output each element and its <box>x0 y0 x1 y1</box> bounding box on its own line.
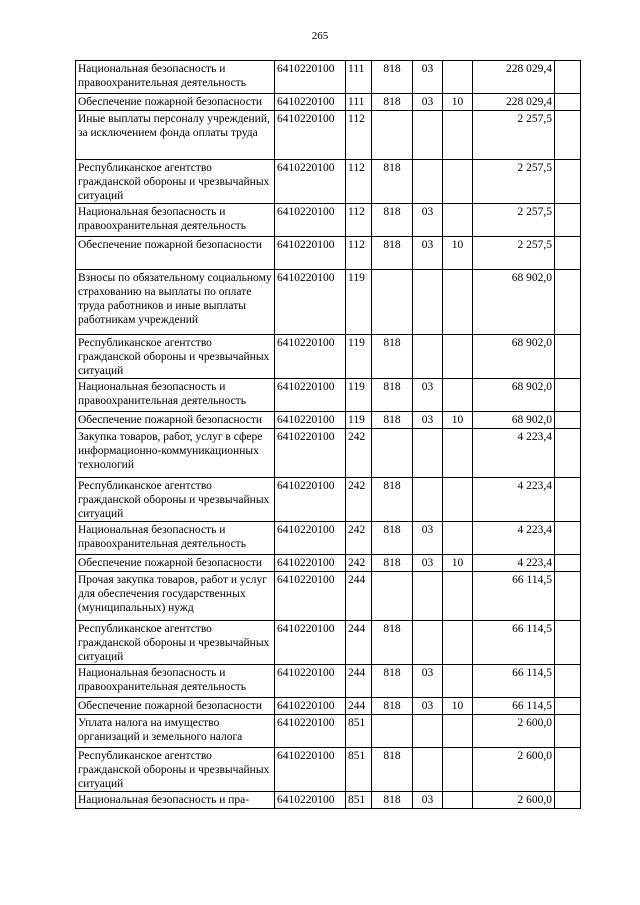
cell-name: Национальная безопасность и пра- <box>76 792 275 809</box>
cell-department <box>372 715 413 748</box>
table-row <box>76 204 581 237</box>
cell-subsection <box>443 111 473 160</box>
cell-section <box>413 715 443 748</box>
cell-name: Обеспечение пожарной безопасности <box>76 412 275 429</box>
cell-expense-type: 111 <box>346 94 372 111</box>
cell-expense-type: 242 <box>346 429 372 478</box>
cell-expense-type: 244 <box>346 621 372 665</box>
cell-amount: 4 223,4 <box>473 478 555 522</box>
table-row <box>76 478 581 522</box>
cell-name: Обеспечение пожарной безопасности <box>76 237 275 270</box>
cell-empty <box>555 621 581 665</box>
cell-target-article: 6410220100 <box>275 270 346 335</box>
cell-amount: 2 257,5 <box>473 204 555 237</box>
cell-target-article: 6410220100 <box>275 555 346 572</box>
cell-target-article: 6410220100 <box>275 698 346 715</box>
cell-empty <box>555 270 581 335</box>
cell-expense-type: 112 <box>346 111 372 160</box>
cell-empty <box>555 335 581 379</box>
cell-target-article: 6410220100 <box>275 792 346 809</box>
cell-section <box>413 429 443 478</box>
table-row <box>76 94 581 111</box>
cell-target-article: 6410220100 <box>275 429 346 478</box>
cell-name: Закупка товаров, работ, услуг в сфере информационно-коммуникационных технологий <box>76 429 275 478</box>
table-row <box>76 111 581 160</box>
cell-empty <box>555 429 581 478</box>
cell-target-article: 6410220100 <box>275 204 346 237</box>
cell-empty <box>555 204 581 237</box>
table-row <box>76 412 581 429</box>
cell-name: Иные выплаты персоналу учреждений, за исключением фонда оплаты труда <box>76 111 275 160</box>
table-row <box>76 621 581 665</box>
cell-amount: 2 600,0 <box>473 715 555 748</box>
cell-department: 818 <box>372 478 413 522</box>
cell-empty <box>555 748 581 792</box>
table-row <box>76 335 581 379</box>
cell-expense-type: 244 <box>346 665 372 698</box>
cell-subsection: 10 <box>443 698 473 715</box>
cell-subsection <box>443 429 473 478</box>
table-row <box>76 572 581 621</box>
cell-expense-type: 112 <box>346 160 372 204</box>
cell-subsection <box>443 748 473 792</box>
cell-name: Уплата налога на имущество организаций и земельного налога <box>76 715 275 748</box>
cell-subsection: 10 <box>443 237 473 270</box>
cell-target-article: 6410220100 <box>275 111 346 160</box>
cell-amount: 2 600,0 <box>473 792 555 809</box>
cell-amount: 2 257,5 <box>473 237 555 270</box>
cell-name: Обеспечение пожарной безопасности <box>76 94 275 111</box>
cell-amount: 2 257,5 <box>473 160 555 204</box>
cell-amount: 66 114,5 <box>473 572 555 621</box>
cell-amount: 2 257,5 <box>473 111 555 160</box>
cell-department: 818 <box>372 555 413 572</box>
cell-target-article: 6410220100 <box>275 335 346 379</box>
cell-expense-type: 119 <box>346 270 372 335</box>
cell-section: 03 <box>413 555 443 572</box>
cell-department: 818 <box>372 335 413 379</box>
cell-empty <box>555 715 581 748</box>
cell-expense-type: 112 <box>346 204 372 237</box>
cell-target-article: 6410220100 <box>275 478 346 522</box>
cell-expense-type: 244 <box>346 572 372 621</box>
cell-empty <box>555 94 581 111</box>
cell-target-article: 6410220100 <box>275 237 346 270</box>
cell-subsection <box>443 379 473 412</box>
table-row <box>76 698 581 715</box>
cell-section: 03 <box>413 665 443 698</box>
cell-department: 818 <box>372 792 413 809</box>
cell-department: 818 <box>372 94 413 111</box>
cell-department <box>372 429 413 478</box>
cell-section <box>413 572 443 621</box>
cell-target-article: 6410220100 <box>275 61 346 94</box>
cell-empty <box>555 572 581 621</box>
cell-empty <box>555 237 581 270</box>
cell-section: 03 <box>413 61 443 94</box>
cell-empty <box>555 522 581 555</box>
cell-target-article: 6410220100 <box>275 572 346 621</box>
cell-amount: 4 223,4 <box>473 522 555 555</box>
cell-section: 03 <box>413 522 443 555</box>
cell-subsection: 10 <box>443 94 473 111</box>
cell-expense-type: 242 <box>346 555 372 572</box>
cell-subsection <box>443 270 473 335</box>
cell-target-article: 6410220100 <box>275 748 346 792</box>
cell-subsection: 10 <box>443 412 473 429</box>
cell-section <box>413 478 443 522</box>
cell-name: Прочая закупка товаров, работ и услуг для обеспечения государственных (муниципальных) нужд <box>76 572 275 621</box>
page-number: 265 <box>311 30 329 42</box>
cell-empty <box>555 665 581 698</box>
cell-subsection <box>443 572 473 621</box>
cell-department: 818 <box>372 160 413 204</box>
budget-table <box>75 60 581 809</box>
cell-section <box>413 621 443 665</box>
cell-section: 03 <box>413 379 443 412</box>
cell-subsection <box>443 335 473 379</box>
cell-section <box>413 111 443 160</box>
cell-empty <box>555 160 581 204</box>
cell-section <box>413 748 443 792</box>
cell-name: Республиканское агентство гражданской обороны и чрезвычайных ситуаций <box>76 621 275 665</box>
cell-amount: 66 114,5 <box>473 698 555 715</box>
cell-expense-type: 119 <box>346 335 372 379</box>
cell-amount: 2 600,0 <box>473 748 555 792</box>
table-row <box>76 429 581 478</box>
cell-section: 03 <box>413 698 443 715</box>
cell-empty <box>555 111 581 160</box>
cell-name: Национальная безопасность и правоохранительная деятельность <box>76 665 275 698</box>
cell-department <box>372 270 413 335</box>
cell-name: Обеспечение пожарной безопасности <box>76 698 275 715</box>
cell-department: 818 <box>372 237 413 270</box>
cell-empty <box>555 555 581 572</box>
cell-subsection <box>443 665 473 698</box>
cell-subsection: 10 <box>443 555 473 572</box>
cell-department: 818 <box>372 748 413 792</box>
table-row <box>76 270 581 335</box>
cell-subsection <box>443 522 473 555</box>
cell-empty <box>555 412 581 429</box>
cell-expense-type: 242 <box>346 522 372 555</box>
cell-target-article: 6410220100 <box>275 715 346 748</box>
cell-section <box>413 270 443 335</box>
cell-name: Республиканское агентство гражданской обороны и чрезвычайных ситуаций <box>76 748 275 792</box>
cell-section: 03 <box>413 412 443 429</box>
cell-expense-type: 244 <box>346 698 372 715</box>
cell-target-article: 6410220100 <box>275 665 346 698</box>
cell-section: 03 <box>413 94 443 111</box>
cell-amount: 228 029,4 <box>473 94 555 111</box>
cell-amount: 4 223,4 <box>473 429 555 478</box>
table-row <box>76 555 581 572</box>
cell-department: 818 <box>372 665 413 698</box>
table-row <box>76 792 581 809</box>
cell-name: Обеспечение пожарной безопасности <box>76 555 275 572</box>
cell-empty <box>555 478 581 522</box>
cell-amount: 66 114,5 <box>473 621 555 665</box>
cell-expense-type: 851 <box>346 748 372 792</box>
cell-empty <box>555 61 581 94</box>
cell-department <box>372 572 413 621</box>
cell-subsection <box>443 204 473 237</box>
cell-amount: 228 029,4 <box>473 61 555 94</box>
cell-department: 818 <box>372 621 413 665</box>
cell-name: Республиканское агентство гражданской обороны и чрезвычайных ситуаций <box>76 478 275 522</box>
table-row <box>76 748 581 792</box>
cell-name: Национальная безопасность и правоохранительная деятельность <box>76 204 275 237</box>
table-row <box>76 237 581 270</box>
cell-department <box>372 111 413 160</box>
cell-subsection <box>443 61 473 94</box>
cell-section: 03 <box>413 237 443 270</box>
cell-expense-type: 242 <box>346 478 372 522</box>
cell-name: Республиканское агентство гражданской обороны и чрезвычайных ситуаций <box>76 160 275 204</box>
cell-name: Взносы по обязательному социальному страхованию на выплаты по оплате труда работников и иные выплаты работникам учреждений <box>76 270 275 335</box>
cell-name: Национальная безопасность и правоохранительная деятельность <box>76 379 275 412</box>
cell-target-article: 6410220100 <box>275 94 346 111</box>
cell-amount: 68 902,0 <box>473 270 555 335</box>
cell-target-article: 6410220100 <box>275 522 346 555</box>
cell-amount: 4 223,4 <box>473 555 555 572</box>
table-row <box>76 665 581 698</box>
cell-department: 818 <box>372 698 413 715</box>
cell-expense-type: 111 <box>346 61 372 94</box>
table-row <box>76 379 581 412</box>
cell-amount: 68 902,0 <box>473 379 555 412</box>
cell-subsection <box>443 792 473 809</box>
table-row <box>76 715 581 748</box>
table-body <box>76 61 581 809</box>
cell-section: 03 <box>413 204 443 237</box>
cell-subsection <box>443 621 473 665</box>
cell-department: 818 <box>372 412 413 429</box>
cell-department: 818 <box>372 522 413 555</box>
cell-department: 818 <box>372 204 413 237</box>
cell-target-article: 6410220100 <box>275 412 346 429</box>
cell-name: Национальная безопасность и правоохранительная деятельность <box>76 61 275 94</box>
cell-empty <box>555 379 581 412</box>
cell-subsection <box>443 160 473 204</box>
cell-target-article: 6410220100 <box>275 160 346 204</box>
cell-amount: 66 114,5 <box>473 665 555 698</box>
cell-subsection <box>443 478 473 522</box>
table-row <box>76 160 581 204</box>
cell-empty <box>555 792 581 809</box>
cell-expense-type: 851 <box>346 792 372 809</box>
table-row <box>76 61 581 94</box>
cell-target-article: 6410220100 <box>275 379 346 412</box>
cell-amount: 68 902,0 <box>473 412 555 429</box>
cell-target-article: 6410220100 <box>275 621 346 665</box>
cell-section <box>413 335 443 379</box>
cell-department: 818 <box>372 379 413 412</box>
table-row <box>76 522 581 555</box>
cell-expense-type: 119 <box>346 412 372 429</box>
cell-empty <box>555 698 581 715</box>
cell-subsection <box>443 715 473 748</box>
cell-section <box>413 160 443 204</box>
cell-name: Национальная безопасность и правоохранительная деятельность <box>76 522 275 555</box>
cell-name: Республиканское агентство гражданской обороны и чрезвычайных ситуаций <box>76 335 275 379</box>
cell-expense-type: 119 <box>346 379 372 412</box>
cell-department: 818 <box>372 61 413 94</box>
cell-expense-type: 851 <box>346 715 372 748</box>
cell-section: 03 <box>413 792 443 809</box>
cell-expense-type: 112 <box>346 237 372 270</box>
cell-amount: 68 902,0 <box>473 335 555 379</box>
